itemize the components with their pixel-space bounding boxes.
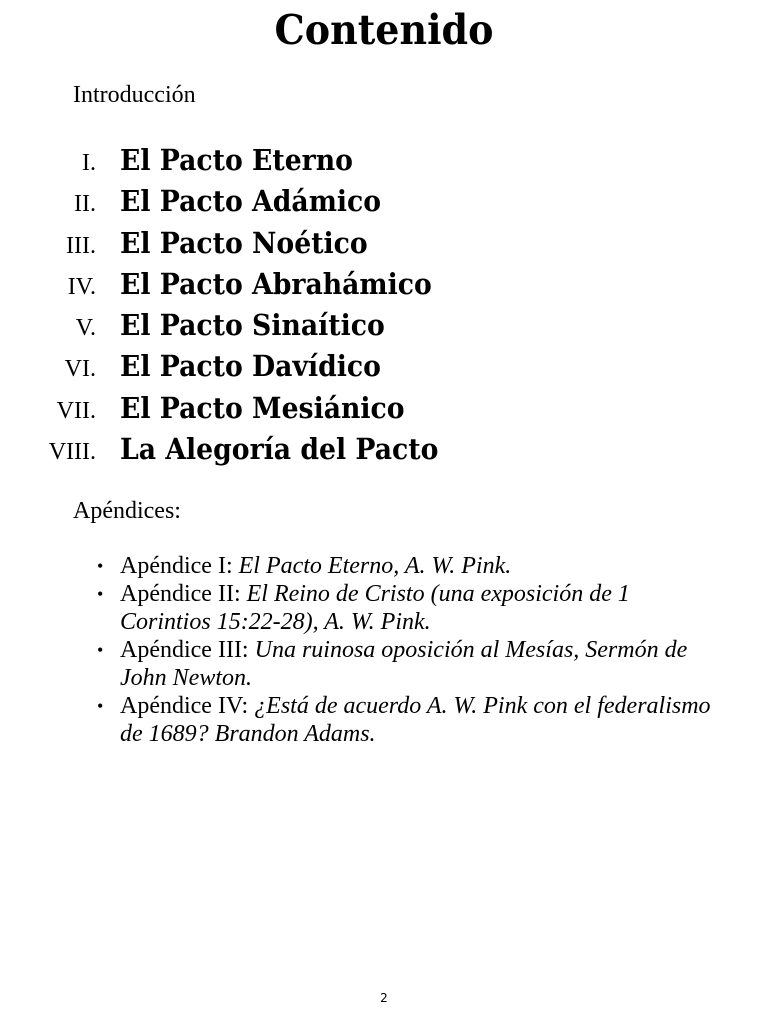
chapter-entry: [0, 223, 768, 264]
appendix-label: Apéndice IV:: [120, 693, 255, 719]
chapter-number: II.: [74, 191, 96, 218]
chapter-entry: [0, 140, 768, 181]
chapter-number: V.: [75, 315, 96, 342]
chapter-number: VII.: [56, 397, 96, 424]
chapter-entry: [0, 181, 768, 222]
chapter-list: [0, 140, 768, 470]
appendix-label: Apéndice II:: [120, 581, 247, 607]
chapter-entry: [0, 305, 768, 346]
chapter-title: El Pacto Abrahámico: [120, 266, 432, 301]
chapter-entry: [0, 346, 768, 387]
chapter-title: El Pacto Mesiánico: [120, 390, 405, 425]
appendices-heading: Apéndices:: [73, 498, 181, 524]
chapter-title: El Pacto Noético: [120, 225, 368, 260]
appendix-list: [97, 552, 720, 748]
chapter-entry: [0, 429, 768, 470]
appendix-work: ¿Está de acuerdo A. W. Pink con el federalismo de 1689? Brandon Adams.: [120, 693, 711, 747]
appendix-label: Apéndice I:: [120, 553, 239, 579]
chapter-title: El Pacto Adámico: [120, 184, 382, 219]
bullet-icon: •: [97, 696, 104, 716]
chapter-title: La Alegoría del Pacto: [120, 432, 439, 467]
chapter-number: IV.: [67, 273, 96, 300]
appendix-item: [97, 692, 720, 748]
appendix-item: [97, 552, 720, 580]
chapter-number: I.: [82, 150, 96, 176]
chapter-number: VIII.: [48, 439, 96, 466]
chapter-title: El Pacto Davídico: [120, 349, 381, 384]
appendix-work: El Reino de Cristo (una exposición de 1 Corintios 15:22-28), A. W. Pink.: [120, 581, 630, 635]
chapter-entry: [0, 388, 768, 429]
chapter-entry: [0, 264, 768, 305]
chapter-title: El Pacto Eterno: [120, 143, 353, 177]
introduction-entry: Introducción: [73, 82, 196, 108]
appendix-work: El Pacto Eterno, A. W. Pink.: [238, 553, 512, 579]
page-title: Contenido: [274, 5, 494, 54]
appendix-item: [97, 636, 720, 692]
page-number: 2: [380, 991, 388, 1005]
chapter-number: VI.: [64, 356, 96, 383]
bullet-icon: •: [97, 584, 104, 604]
bullet-icon: •: [97, 556, 104, 576]
appendix-item: [97, 580, 720, 636]
appendix-work: Una ruinosa oposición al Mesías, Sermón de John Newton.: [120, 637, 688, 691]
chapter-title: El Pacto Sinaítico: [120, 308, 385, 343]
bullet-icon: •: [97, 640, 104, 660]
chapter-number: III.: [66, 232, 96, 259]
appendix-label: Apéndice III:: [120, 637, 255, 663]
